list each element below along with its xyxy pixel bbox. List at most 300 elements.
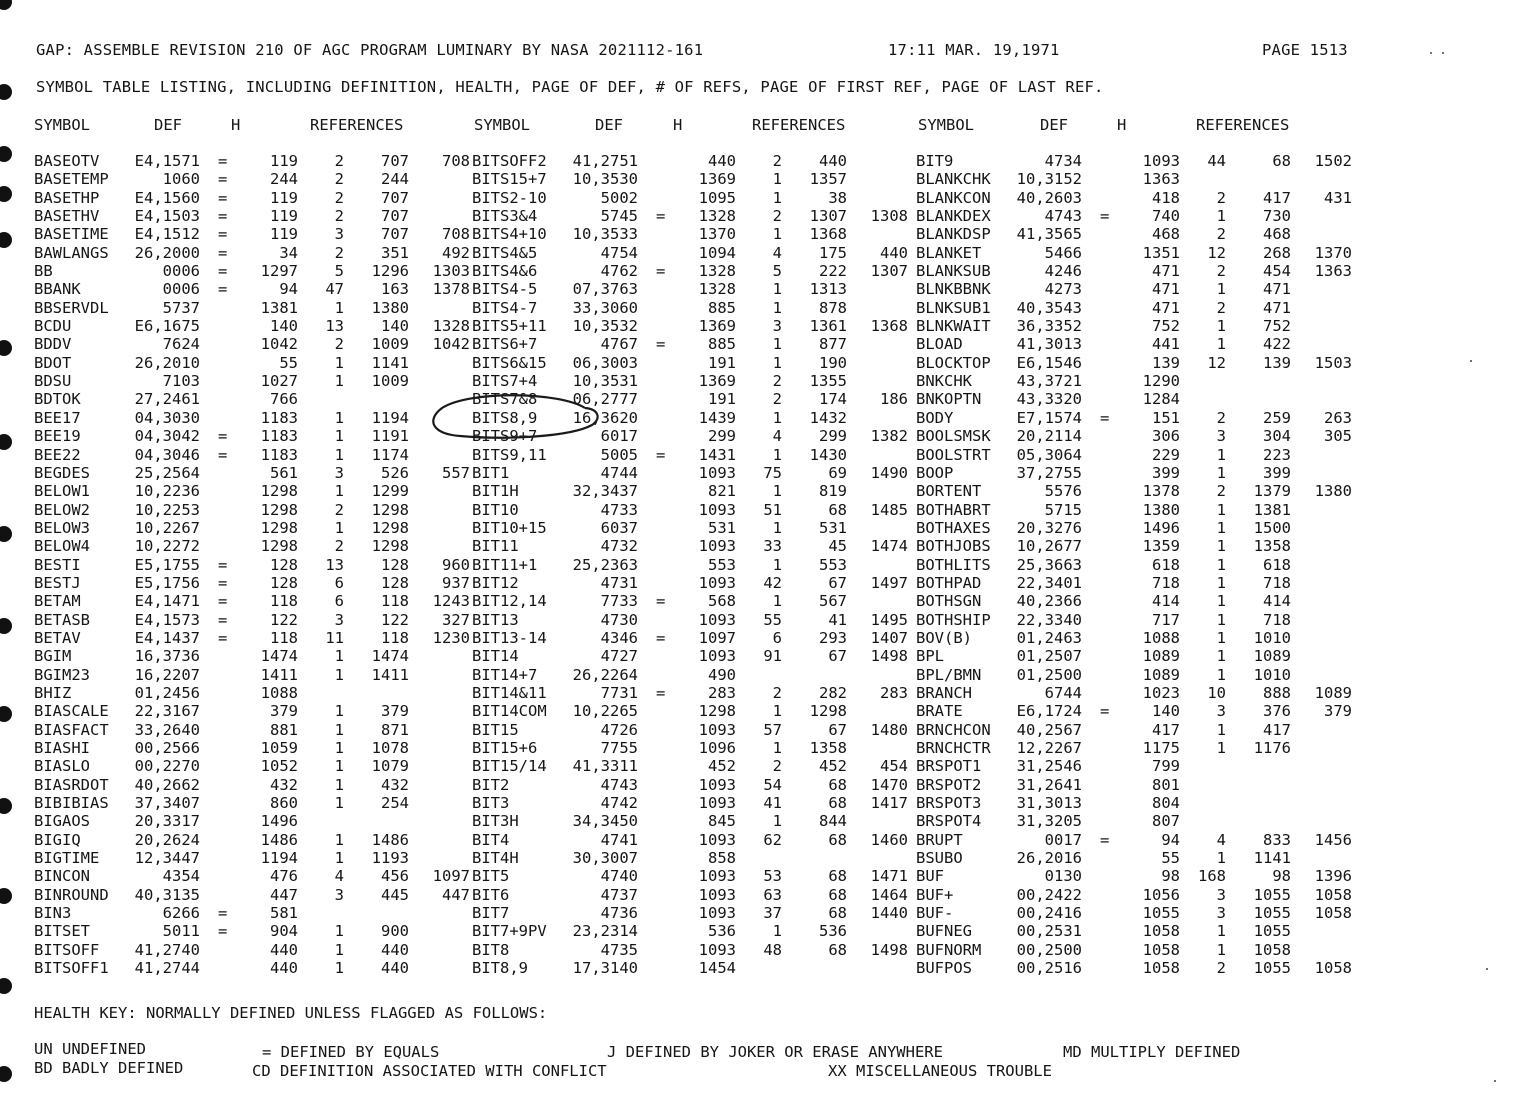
- cell-first: 122: [381, 610, 409, 629]
- cell-nrefs: 12: [1207, 243, 1226, 262]
- cell-first: 417: [1263, 720, 1291, 739]
- cell-page: 1370: [698, 225, 736, 244]
- cell-nrefs: 2: [334, 500, 344, 519]
- cell-def: 5576: [1044, 482, 1082, 501]
- table-row: [34, 152, 1384, 170]
- cell-page: 1093: [698, 867, 736, 886]
- cell-symbol: BIT1H: [472, 482, 519, 501]
- cell-last: 1503: [1314, 353, 1352, 372]
- cell-first: 1055: [1253, 959, 1291, 978]
- cell-nrefs: 1: [334, 665, 344, 684]
- cell-first: 68: [828, 885, 847, 904]
- cell-page: 417: [1152, 720, 1180, 739]
- cell-page: 452: [708, 757, 736, 776]
- cell-symbol: BLANKDSP: [916, 225, 991, 244]
- cell-last: 1480: [870, 720, 908, 739]
- cell-symbol: BIT15+6: [472, 739, 538, 757]
- cell-last: 305: [1324, 427, 1352, 446]
- cell-def: 26,2016: [1016, 849, 1082, 868]
- cell-page: 618: [1152, 555, 1180, 574]
- cell-def: 4730: [600, 610, 638, 629]
- cell-symbol: BELOW3: [34, 518, 90, 537]
- cell-nrefs: 1: [1216, 500, 1226, 519]
- cell-first: 819: [819, 482, 847, 501]
- cell-first: 707: [381, 225, 409, 244]
- cell-first: 304: [1263, 427, 1291, 446]
- binder-hole: [0, 706, 12, 722]
- cell-symbol: BIT5: [472, 867, 510, 886]
- cell-page: 1298: [260, 537, 298, 556]
- cell-def: 4273: [1044, 280, 1082, 299]
- cell-def: 4767: [600, 335, 638, 354]
- table-row: [34, 556, 1384, 574]
- cell-page: 531: [708, 518, 736, 537]
- cell-first: 399: [1263, 463, 1291, 482]
- cell-nrefs: 2: [772, 152, 782, 170]
- cell-symbol: BITS7+4: [472, 372, 538, 391]
- cell-page: 399: [1152, 463, 1180, 482]
- cell-last: 379: [1324, 702, 1352, 721]
- cell-last: 1470: [870, 775, 908, 794]
- cell-page: 881: [270, 720, 298, 739]
- cell-last: 1407: [870, 628, 908, 647]
- cell-page: 766: [270, 390, 298, 409]
- cell-page: 821: [708, 482, 736, 501]
- cell-first: 139: [1263, 353, 1291, 372]
- table-row: [34, 446, 1384, 464]
- binder-hole: [0, 0, 12, 10]
- table-row: [34, 482, 1384, 500]
- cell-def: 7624: [162, 335, 200, 354]
- cell-symbol: BSUBO: [916, 849, 963, 868]
- cell-first: 440: [819, 152, 847, 170]
- cell-page: 1297: [260, 262, 298, 281]
- cell-def: 4731: [600, 573, 638, 592]
- cell-page: 885: [708, 335, 736, 354]
- cell-first: 707: [381, 188, 409, 207]
- binder-hole: [0, 798, 12, 814]
- header-timestamp: 17:11 MAR. 19,1971: [888, 41, 1060, 59]
- cell-nrefs: 3: [334, 885, 344, 904]
- cell-def: 26,2264: [572, 665, 638, 684]
- cell-first: 1009: [371, 335, 409, 354]
- cell-first: 1055: [1253, 922, 1291, 941]
- cell-symbol: BINCON: [34, 867, 90, 886]
- cell-page: 1369: [698, 317, 736, 336]
- cell-symbol: BLANKET: [916, 243, 982, 262]
- cell-page: 1093: [698, 610, 736, 629]
- cell-page: 1298: [260, 518, 298, 537]
- cell-nrefs: 12: [1207, 353, 1226, 372]
- cell-def: 5466: [1044, 243, 1082, 262]
- cell-first: 174: [819, 390, 847, 409]
- cell-health: =: [218, 280, 228, 299]
- cell-nrefs: 2: [334, 207, 344, 226]
- cell-def: 16,3736: [134, 647, 200, 666]
- cell-first: 38: [828, 188, 847, 207]
- speck: [1430, 52, 1432, 54]
- cell-nrefs: 1: [1216, 207, 1226, 226]
- table-row: [34, 244, 1384, 262]
- cell-first: 422: [1263, 335, 1291, 354]
- cell-page: 119: [270, 188, 298, 207]
- cell-page: 1093: [698, 904, 736, 923]
- cell-health: =: [218, 610, 228, 629]
- cell-first: 1298: [809, 702, 847, 721]
- cell-first: 254: [381, 794, 409, 813]
- cell-def: 00,2531: [1016, 922, 1082, 941]
- health-key-title: HEALTH KEY: NORMALLY DEFINED UNLESS FLAGGED AS FOLLOWS:: [34, 1004, 548, 1022]
- cell-nrefs: 1: [1216, 335, 1226, 354]
- cell-first: 223: [1263, 445, 1291, 464]
- cell-health: =: [656, 335, 666, 354]
- cell-nrefs: 1: [772, 188, 782, 207]
- cell-def: 20,2114: [1016, 427, 1082, 446]
- cell-first: 752: [1263, 317, 1291, 336]
- cell-def: 4737: [600, 885, 638, 904]
- cell-def: 6037: [600, 518, 638, 537]
- cell-health: =: [218, 152, 228, 170]
- cell-nrefs: 3: [1216, 702, 1226, 721]
- cell-nrefs: 1: [772, 555, 782, 574]
- cell-nrefs: 3: [772, 317, 782, 336]
- cell-symbol: BITS6&15: [472, 353, 547, 372]
- cell-page: 34: [279, 243, 298, 262]
- cell-symbol: BUFPOS: [916, 959, 972, 978]
- cell-symbol: BETAV: [34, 628, 81, 647]
- cell-symbol: BOTHAXES: [916, 518, 991, 537]
- cell-def: 4736: [600, 904, 638, 923]
- cell-first: 553: [819, 555, 847, 574]
- cell-page: 1369: [698, 372, 736, 391]
- cell-page: 1093: [698, 885, 736, 904]
- cell-last: 1363: [1314, 262, 1352, 281]
- cell-symbol: BITS4-5: [472, 280, 538, 299]
- cell-symbol: BHIZ: [34, 683, 72, 702]
- cell-symbol: BPL: [916, 647, 944, 666]
- col-header-def: DEF: [154, 116, 182, 134]
- cell-nrefs: 2: [1216, 408, 1226, 427]
- cell-symbol: BITS4+10: [472, 225, 547, 244]
- table-row: [34, 262, 1384, 280]
- cell-first: 878: [819, 298, 847, 317]
- cell-nrefs: 1: [1216, 555, 1226, 574]
- cell-last: 557: [442, 463, 470, 482]
- cell-first: 531: [819, 518, 847, 537]
- table-row: [34, 666, 1384, 684]
- cell-nrefs: 1: [1216, 592, 1226, 611]
- cell-health: =: [218, 555, 228, 574]
- cell-def: 4346: [600, 628, 638, 647]
- cell-symbol: BITS4-7: [472, 298, 538, 317]
- cell-first: 68: [828, 940, 847, 959]
- cell-nrefs: 1: [772, 812, 782, 831]
- col-header-references: REFERENCES: [1196, 116, 1290, 134]
- cell-def: E5,1756: [134, 573, 200, 592]
- cell-symbol: BEE19: [34, 427, 81, 446]
- cell-nrefs: 1: [334, 518, 344, 537]
- cell-last: 1308: [870, 207, 908, 226]
- cell-page: 244: [270, 170, 298, 189]
- cell-def: E4,1573: [134, 610, 200, 629]
- cell-first: 1299: [371, 482, 409, 501]
- cell-first: 68: [828, 904, 847, 923]
- cell-nrefs: 1: [1216, 445, 1226, 464]
- cell-last: 283: [880, 683, 908, 702]
- cell-page: 1328: [698, 280, 736, 299]
- cell-def: 41,3013: [1016, 335, 1082, 354]
- cell-first: 707: [381, 207, 409, 226]
- cell-symbol: BUF-: [916, 904, 954, 923]
- cell-symbol: BLANKSUB: [916, 262, 991, 281]
- cell-def: 10,3533: [572, 225, 638, 244]
- cell-page: 1096: [698, 739, 736, 757]
- cell-def: 01,2456: [134, 683, 200, 702]
- cell-first: 414: [1263, 592, 1291, 611]
- cell-nrefs: 2: [772, 757, 782, 776]
- cell-page: 1023: [1142, 683, 1180, 702]
- cell-page: 1194: [260, 849, 298, 868]
- cell-health: =: [1100, 830, 1110, 849]
- cell-page: 191: [708, 390, 736, 409]
- cell-page: 1088: [1142, 628, 1180, 647]
- cell-nrefs: 3: [1216, 904, 1226, 923]
- cell-first: 67: [828, 720, 847, 739]
- cell-page: 581: [270, 904, 298, 923]
- cell-page: 1088: [260, 683, 298, 702]
- cell-def: 4246: [1044, 262, 1082, 281]
- cell-nrefs: 1: [772, 170, 782, 189]
- cell-def: 34,3450: [572, 812, 638, 831]
- cell-nrefs: 2: [1216, 959, 1226, 978]
- cell-nrefs: 1: [1216, 537, 1226, 556]
- cell-def: 10,3532: [572, 317, 638, 336]
- cell-last: 1460: [870, 830, 908, 849]
- cell-nrefs: 3: [334, 610, 344, 629]
- cell-first: 1089: [1253, 647, 1291, 666]
- cell-symbol: BPL/BMN: [916, 665, 982, 684]
- cell-nrefs: 1: [772, 518, 782, 537]
- cell-first: 707: [381, 152, 409, 170]
- cell-symbol: BBSERVDL: [34, 298, 109, 317]
- cell-def: 10,3531: [572, 372, 638, 391]
- cell-page: 1093: [698, 573, 736, 592]
- cell-page: 471: [1152, 262, 1180, 281]
- cell-page: 119: [270, 152, 298, 170]
- cell-symbol: BITSOFF2: [472, 152, 547, 170]
- cell-health: =: [656, 445, 666, 464]
- cell-nrefs: 2: [334, 243, 344, 262]
- cell-last: 327: [442, 610, 470, 629]
- col-header-references: REFERENCES: [310, 116, 404, 134]
- cell-page: 94: [1161, 830, 1180, 849]
- cell-symbol: BLNKWAIT: [916, 317, 991, 336]
- cell-last: 492: [442, 243, 470, 262]
- cell-nrefs: 1: [772, 739, 782, 757]
- cell-nrefs: 1: [1216, 647, 1226, 666]
- cell-page: 55: [279, 353, 298, 372]
- cell-nrefs: 1: [772, 335, 782, 354]
- table-row: [34, 959, 1384, 977]
- cell-page: 414: [1152, 592, 1180, 611]
- cell-nrefs: 6: [334, 573, 344, 592]
- cell-def: 10,2236: [134, 482, 200, 501]
- cell-last: 1497: [870, 573, 908, 592]
- cell-symbol: BIASLO: [34, 757, 90, 776]
- cell-page: 140: [1152, 702, 1180, 721]
- cell-nrefs: 1: [772, 353, 782, 372]
- cell-def: 20,2624: [134, 830, 200, 849]
- cell-page: 536: [708, 922, 736, 941]
- cell-def: 7103: [162, 372, 200, 391]
- table-row: [34, 354, 1384, 372]
- cell-first: 1055: [1253, 885, 1291, 904]
- cell-nrefs: 1: [1216, 720, 1226, 739]
- cell-page: 1052: [260, 757, 298, 776]
- cell-first: 1010: [1253, 628, 1291, 647]
- cell-nrefs: 1: [334, 427, 344, 446]
- cell-symbol: BOTHJOBS: [916, 537, 991, 556]
- cell-def: 40,2603: [1016, 188, 1082, 207]
- cell-last: 1474: [870, 537, 908, 556]
- binder-hole: [0, 146, 12, 162]
- cell-nrefs: 1: [334, 830, 344, 849]
- table-row: [34, 464, 1384, 482]
- cell-first: 259: [1263, 408, 1291, 427]
- cell-symbol: BRSPOT3: [916, 794, 982, 813]
- binder-hole: [0, 186, 12, 202]
- cell-nrefs: 1: [772, 298, 782, 317]
- cell-nrefs: 62: [763, 830, 782, 849]
- table-row: [34, 629, 1384, 647]
- cell-page: 1093: [698, 647, 736, 666]
- cell-page: 1439: [698, 408, 736, 427]
- cell-symbol: BIT7+9PV: [472, 922, 547, 941]
- table-row: [34, 867, 1384, 885]
- cell-def: 6017: [600, 427, 638, 446]
- cell-def: 31,3013: [1016, 794, 1082, 813]
- cell-last: 1464: [870, 885, 908, 904]
- cell-page: 490: [708, 665, 736, 684]
- cell-def: E4,1471: [134, 592, 200, 611]
- table-row: [34, 739, 1384, 757]
- cell-def: 40,3135: [134, 885, 200, 904]
- cell-nrefs: 1: [1216, 940, 1226, 959]
- cell-symbol: BIT12,14: [472, 592, 547, 611]
- table-row: [34, 941, 1384, 959]
- table-row: [34, 519, 1384, 537]
- table-row: [34, 409, 1384, 427]
- col-header-h: H: [1117, 116, 1127, 134]
- cell-first: 1193: [371, 849, 409, 868]
- cell-health: =: [656, 207, 666, 226]
- cell-page: 471: [1152, 298, 1180, 317]
- speck: [1470, 360, 1472, 362]
- cell-nrefs: 168: [1198, 867, 1226, 886]
- cell-symbol: BNKCHK: [916, 372, 972, 391]
- cell-symbol: BIT1: [472, 463, 510, 482]
- cell-nrefs: 2: [1216, 298, 1226, 317]
- cell-def: 4733: [600, 500, 638, 519]
- cell-page: 476: [270, 867, 298, 886]
- cell-last: 186: [880, 390, 908, 409]
- cell-page: 1290: [1142, 372, 1180, 391]
- cell-nrefs: 1: [772, 408, 782, 427]
- cell-nrefs: 2: [334, 335, 344, 354]
- cell-page: 717: [1152, 610, 1180, 629]
- cell-first: 282: [819, 683, 847, 702]
- cell-def: 4354: [162, 867, 200, 886]
- cell-page: 1093: [698, 775, 736, 794]
- cell-page: 904: [270, 922, 298, 941]
- cell-page: 1056: [1142, 885, 1180, 904]
- cell-nrefs: 1: [334, 408, 344, 427]
- cell-last: 431: [1324, 188, 1352, 207]
- cell-nrefs: 1: [1216, 280, 1226, 299]
- cell-symbol: BIT13: [472, 610, 519, 629]
- cell-symbol: BRNCHCON: [916, 720, 991, 739]
- cell-symbol: BITS15+7: [472, 170, 547, 189]
- cell-nrefs: 2: [772, 683, 782, 702]
- cell-def: 20,3276: [1016, 518, 1082, 537]
- cell-symbol: BITS6+7: [472, 335, 538, 354]
- health-key-md: MD MULTIPLY DEFINED: [1063, 1043, 1241, 1061]
- cell-symbol: BETAM: [34, 592, 81, 611]
- cell-first: 871: [381, 720, 409, 739]
- cell-symbol: BITSOFF1: [34, 959, 109, 978]
- table-row: [34, 757, 1384, 775]
- table-row: [34, 702, 1384, 720]
- col-header-h: H: [673, 116, 683, 134]
- cell-first: 844: [819, 812, 847, 831]
- cell-def: 5737: [162, 298, 200, 317]
- cell-nrefs: 4: [772, 243, 782, 262]
- cell-page: 447: [270, 885, 298, 904]
- speck: [1494, 1080, 1496, 1082]
- cell-def: 16,2207: [134, 665, 200, 684]
- cell-nrefs: 1: [334, 940, 344, 959]
- cell-symbol: BUF+: [916, 885, 954, 904]
- cell-symbol: BOTHPAD: [916, 573, 982, 592]
- cell-first: 45: [828, 537, 847, 556]
- cell-symbol: BIT14COM: [472, 702, 547, 721]
- cell-page: 807: [1152, 812, 1180, 831]
- cell-nrefs: 2: [772, 207, 782, 226]
- cell-symbol: BCDU: [34, 317, 72, 336]
- cell-first: 454: [1263, 262, 1291, 281]
- cell-first: 1355: [809, 372, 847, 391]
- cell-page: 1175: [1142, 739, 1180, 757]
- cell-page: 1058: [1142, 959, 1180, 978]
- binder-hole: [0, 1066, 12, 1082]
- cell-first: 68: [828, 794, 847, 813]
- cell-def: 41,2744: [134, 959, 200, 978]
- cell-health: =: [218, 904, 228, 923]
- cell-health: =: [1100, 207, 1110, 226]
- cell-page: 799: [1152, 757, 1180, 776]
- cell-first: 456: [381, 867, 409, 886]
- health-key-joker: J DEFINED BY JOKER OR ERASE ANYWHERE: [607, 1043, 943, 1061]
- cell-last: 1370: [1314, 243, 1352, 262]
- cell-def: 40,2366: [1016, 592, 1082, 611]
- cell-symbol: BLANKCHK: [916, 170, 991, 189]
- cell-first: 98: [1272, 867, 1291, 886]
- cell-last: 1417: [870, 794, 908, 813]
- cell-def: E4,1512: [134, 225, 200, 244]
- cell-def: 5005: [600, 445, 638, 464]
- cell-page: 860: [270, 794, 298, 813]
- table-row: [34, 189, 1384, 207]
